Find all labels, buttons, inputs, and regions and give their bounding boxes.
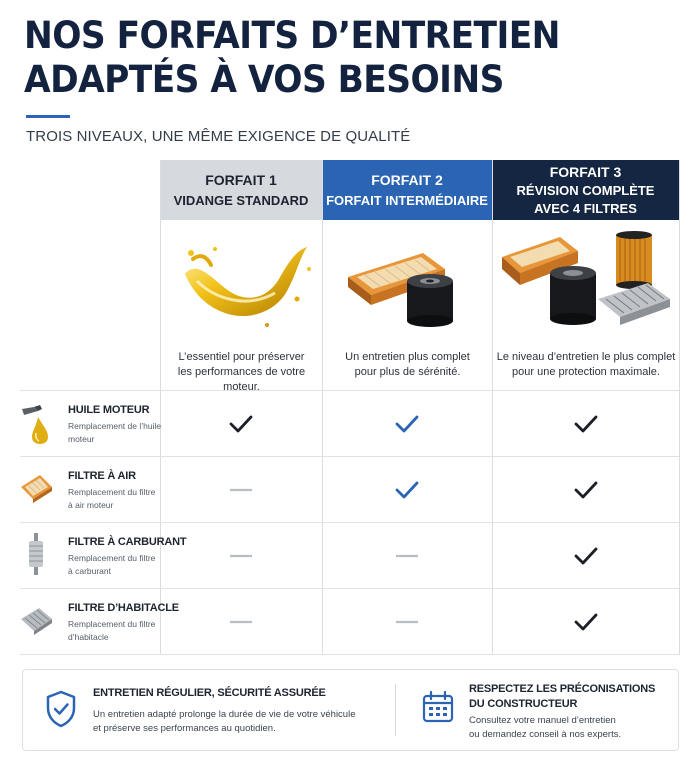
description-line: L’essentiel pour préserver — [178, 351, 305, 363]
footer-right-text — [469, 714, 621, 742]
not-included-dash-icon — [387, 607, 427, 637]
shield-check-icon — [45, 690, 77, 728]
footer-title-line: RESPECTEZ LES PRÉCONISATIONS — [469, 683, 656, 695]
included-check-icon — [566, 475, 606, 505]
included-check-icon — [566, 409, 606, 439]
footer-right-title — [469, 682, 655, 712]
included-check-icon — [387, 475, 427, 505]
feature-subtitle-line: d’habitacle — [68, 632, 109, 642]
plan-subtitle: FORFAIT INTERMÉDIAIRE — [326, 193, 488, 208]
not-included-dash-icon — [221, 607, 261, 637]
description-line: Un entretien plus complet — [345, 351, 470, 363]
feature-row-label — [20, 523, 187, 589]
footer-title-line: DU CONSTRUCTEUR — [469, 698, 578, 710]
plan-description-2 — [323, 350, 492, 386]
plan-name: FORFAIT 2 — [371, 172, 443, 188]
plan-header-2 — [322, 160, 492, 220]
footer-text-line: Consultez votre manuel d’entretien — [469, 715, 616, 726]
feature-subtitle — [68, 618, 164, 644]
feature-subtitle-line: Remplacement du filtre — [68, 553, 156, 563]
description-line: pour plus de sérénité. — [354, 366, 461, 378]
feature-row-label — [20, 589, 179, 655]
not-included-dash-icon — [221, 541, 261, 571]
footer-text-line: ou demandez conseil à nos experts. — [469, 729, 622, 740]
feature-title: FILTRE À AIR — [68, 470, 136, 482]
footer-text-line: et préserve ses performances au quotidien. — [93, 723, 276, 734]
feature-title: FILTRE À CARBURANT — [68, 536, 187, 548]
plan-description-1 — [161, 350, 322, 393]
description-line: les performances de votre moteur. — [177, 366, 306, 393]
plan-header-3 — [492, 160, 679, 220]
feature-row-label — [20, 457, 160, 523]
feature-subtitle-line: moteur — [68, 434, 95, 444]
plan-subtitle: RÉVISION COMPLÈTE — [516, 183, 655, 198]
air-filter-icon — [20, 465, 52, 511]
included-check-icon — [566, 607, 606, 637]
not-included-dash-icon — [387, 541, 427, 571]
included-check-icon — [566, 541, 606, 571]
title-underline — [26, 115, 70, 118]
included-check-icon — [221, 409, 261, 439]
feature-subtitle — [68, 552, 164, 578]
plan-subtitle: VIDANGE STANDARD — [173, 193, 309, 208]
footer-divider — [395, 684, 396, 736]
air-and-oil-filter-icon — [323, 222, 492, 346]
included-check-icon — [387, 409, 427, 439]
feature-title: HUILE MOTEUR — [68, 404, 150, 416]
cabin-filter-icon — [20, 597, 52, 643]
feature-subtitle-line: Remplacement du filtre — [68, 619, 156, 629]
info-footer — [22, 669, 679, 751]
page-title — [24, 14, 629, 102]
page-title-line-1: NOS FORFAITS D’ENTRETIEN — [24, 14, 560, 57]
not-included-dash-icon — [221, 475, 261, 505]
plan-header-1 — [160, 160, 322, 220]
feature-subtitle — [68, 486, 164, 512]
oil-can-drop-icon — [20, 399, 52, 445]
grid-divider — [679, 160, 680, 655]
page-title-line-2: ADAPTÉS À VOS BESOINS — [24, 58, 504, 101]
page-subtitle: TROIS NIVEAUX, UNE MÊME EXIGENCE DE QUALITÉ — [26, 128, 411, 145]
footer-left-text — [93, 708, 355, 736]
description-line: Le niveau d’entretien le plus complet — [496, 351, 676, 363]
feature-row-label — [20, 391, 160, 457]
plan-name: FORFAIT 3 — [549, 164, 622, 180]
four-filters-icon — [493, 222, 679, 346]
plan-description-3 — [493, 350, 679, 386]
feature-title: FILTRE D’HABITACLE — [68, 602, 179, 614]
feature-subtitle-line: Remplacement de l’huile — [68, 421, 162, 431]
feature-subtitle-line: Remplacement du filtre — [68, 487, 156, 497]
calendar-icon — [421, 690, 455, 724]
fuel-filter-icon — [20, 531, 52, 577]
footer-left-title: ENTRETIEN RÉGULIER, SÉCURITÉ ASSURÉE — [93, 687, 326, 699]
footer-text-line: Un entretien adapté prolonge la durée de vie de votre véhicule — [93, 709, 356, 720]
golden-oil-splash-icon — [161, 222, 322, 346]
feature-subtitle-line: à air moteur — [68, 500, 114, 510]
plan-subtitle-2: AVEC 4 FILTRES — [534, 201, 637, 216]
feature-subtitle-line: à carburant — [68, 566, 111, 576]
description-line: pour une protection maximale. — [512, 366, 660, 378]
plan-name: FORFAIT 1 — [205, 172, 277, 188]
feature-subtitle — [68, 420, 164, 446]
